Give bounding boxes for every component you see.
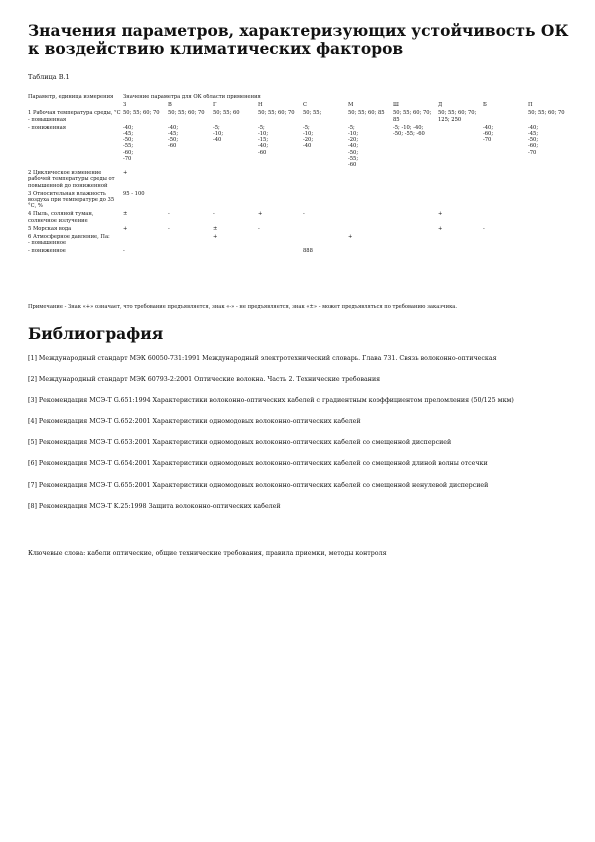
- table-cell: [393, 211, 438, 225]
- table-cell: -5; -10; -40; -50; -55; -60: [393, 124, 425, 138]
- table-cell: -40; -45; -50; -60: [168, 124, 179, 150]
- table-cell: Б: [483, 102, 487, 109]
- table-cell: +: [438, 211, 443, 218]
- bibliography-item: [2] Международный стандарт МЭК 60793-2:2001 Оптические волокна. Часть 2. Технические требования: [28, 376, 381, 384]
- table-cell: -40; -60; -70: [483, 124, 494, 144]
- table-row: [28, 125, 573, 170]
- table-cell: +: [438, 225, 443, 232]
- table-cell: [168, 248, 213, 256]
- table-cell: [348, 226, 393, 234]
- table-cell: Ш: [393, 102, 399, 109]
- table-cell: -5; -10; -20; -40; -50; -55; -60: [348, 124, 359, 169]
- table-row: [28, 248, 573, 256]
- table-cell: [528, 226, 573, 234]
- bibliography-item: [3] Рекомендация МСЭ-Т G.651:1994 Характеристики волоконно-оптических кабелей с градиентным коэффициентом преломления (50/125 мкм): [28, 397, 514, 405]
- keywords: Ключевые слова: кабели оптические, общие технические требования, правила приемки, методы контроля: [28, 550, 387, 557]
- table-cell: [348, 248, 393, 256]
- table-cell: -40; -45; -50; -55; -60; -70: [123, 124, 134, 162]
- table-cell: -: [258, 225, 260, 232]
- table-cell: 50; 55; 60; 70: [168, 110, 205, 117]
- table-cell: -5; -10; -40: [213, 124, 224, 144]
- table-cell: 6 Атмосферное давление, Па: - повышенное: [28, 234, 110, 247]
- table-row: [28, 234, 573, 248]
- table-cell: [258, 234, 303, 248]
- table-cell: [348, 191, 393, 212]
- parameters-table: [28, 94, 573, 257]
- table-cell: ±: [213, 225, 218, 232]
- table-cell: [528, 170, 573, 191]
- table-cell: +: [258, 211, 263, 218]
- table-cell: [393, 248, 438, 256]
- table-cell: 50; 55; 60; 70; 85: [393, 110, 432, 123]
- table-cell: +: [123, 170, 128, 177]
- table-cell: [28, 102, 123, 110]
- table-cell: [123, 234, 168, 248]
- table-cell: [528, 248, 573, 256]
- bibliography-item: [1] Международный стандарт МЭК 60050-731:1991 Международный электротехнический словарь. Глава 731. Связь волоконно-оптическая: [28, 355, 497, 362]
- table-cell: [528, 234, 573, 248]
- section-title: Значения параметров, характеризующих устойчивость ОК к воздействию климатических факторов: [28, 21, 569, 58]
- table-cell: [393, 226, 438, 234]
- table-cell: [303, 234, 348, 248]
- table-cell: [168, 234, 213, 248]
- table-cell: [348, 211, 393, 225]
- table-cell: 888: [303, 248, 313, 255]
- table-cell: [213, 170, 258, 191]
- table-row: [28, 102, 573, 110]
- table-cell: [483, 110, 528, 124]
- table-row: [28, 211, 573, 225]
- table-cell: П: [528, 102, 533, 109]
- table-cell: В: [168, 102, 172, 109]
- table-cell: 50; 55;: [303, 110, 322, 117]
- parameters-table-body: [28, 94, 573, 257]
- table-cell: 50; 55; 60; 85: [348, 110, 385, 117]
- table-cell: [438, 170, 483, 191]
- table-cell: Н: [258, 102, 263, 109]
- table-cell: 50; 55; 60; 70: [123, 110, 160, 117]
- table-cell: -5; -10; -20; -40: [303, 124, 314, 150]
- table-cell: [303, 226, 348, 234]
- table-row: [28, 170, 573, 191]
- table-cell: М: [348, 102, 354, 109]
- table-cell: [393, 170, 438, 191]
- table-cell: [483, 211, 528, 225]
- table-cell: [483, 234, 528, 248]
- table-cell: 50; 55; 60; 70: [258, 110, 295, 117]
- table-caption: Таблица В.1: [28, 73, 70, 81]
- table-cell: [528, 211, 573, 225]
- table-cell: [258, 170, 303, 191]
- table-cell: [168, 170, 213, 191]
- table-cell: [393, 234, 438, 248]
- table-cell: Д: [438, 102, 443, 109]
- table-cell: ±: [123, 211, 128, 218]
- table-cell: [258, 191, 303, 212]
- table-cell: [303, 191, 348, 212]
- table-cell: [483, 248, 528, 256]
- table-cell: -: [168, 225, 170, 232]
- table-cell: 4 Пыль, соляной туман, солнечное излучение: [28, 211, 94, 224]
- table-cell: [303, 170, 348, 191]
- table-cell: [438, 125, 483, 170]
- bibliography-item: [8] Рекомендация МСЭ-Т K.25:1998 Защита волоконно-оптических кабелей: [28, 502, 281, 510]
- table-cell: [213, 191, 258, 212]
- table-cell: 3 Относительная влажность воздуха при температуре до 35 °С, %: [28, 190, 115, 210]
- table-cell: 5 Морская вода: [28, 225, 72, 232]
- table-cell: 50; 55; 60: [213, 110, 240, 117]
- table-cell: -: [303, 211, 305, 218]
- table-cell: - пониженное: [28, 248, 66, 255]
- table-cell: 2 Циклическое изменение рабочей температуры среды от повышенной до пониженной: [28, 170, 115, 189]
- table-cell: -40; -45; -50; -60; -70: [528, 124, 539, 156]
- table-cell: [168, 191, 213, 212]
- table-cell: +: [123, 225, 128, 232]
- table-note: Примечание - Знак «+» означает, что требование предъявляется, знак «-» - не предъявляется, знак «±» - может предъявляться по требованию заказчика.: [28, 304, 458, 310]
- table-cell: -: [168, 211, 170, 218]
- table-cell: [213, 248, 258, 256]
- table-cell: [483, 170, 528, 191]
- table-cell: [483, 191, 528, 212]
- table-cell: [438, 191, 483, 212]
- table-row: [28, 191, 573, 212]
- table-cell: [258, 248, 303, 256]
- table-cell: -: [483, 225, 485, 232]
- table-cell: [528, 191, 573, 212]
- table-cell: 50; 55; 60; 70; 125; 250: [438, 110, 477, 123]
- bibliography-title: Библиография: [28, 324, 164, 343]
- bibliography-item: [4] Рекомендация МСЭ-Т G.652:2001 Характеристики одномодовых волоконно-оптических кабелей: [28, 418, 361, 426]
- table-row: [28, 226, 573, 234]
- table-cell: -5; -10; -15; -40; -60: [258, 124, 269, 156]
- bibliography-item: [5] Рекомендация МСЭ-Т G.653:2001 Характеристики одномодовых волоконно-оптических кабелей со смещенной дисперсией: [28, 439, 452, 447]
- table-cell: [348, 170, 393, 191]
- table-cell: 95 - 100: [123, 190, 145, 197]
- table-cell: - пониженная: [28, 124, 67, 131]
- table-cell: 1 Рабочая температура среды, °С - повышенная: [28, 110, 121, 123]
- table-cell: -: [123, 248, 125, 255]
- table-cell: +: [348, 234, 353, 241]
- table-cell: [438, 234, 483, 248]
- table-cell: -: [213, 211, 215, 218]
- bibliography-list: [28, 355, 573, 524]
- table-cell: Г: [213, 102, 217, 109]
- table-cell: С: [303, 102, 307, 109]
- table-row: [28, 110, 573, 124]
- table-row: [28, 94, 573, 102]
- table-cell: [438, 248, 483, 256]
- table-cell: Значение параметра для ОК области применения: [123, 94, 261, 100]
- bibliography-item: [6] Рекомендация МСЭ-Т G.654:2001 Характеристики одномодовых волоконно-оптических кабелей со смещенной длиной волны отсечки: [28, 460, 488, 468]
- table-cell: +: [213, 234, 218, 241]
- table-cell: 50; 55; 60; 70: [528, 110, 565, 117]
- table-cell: З: [123, 102, 127, 109]
- bibliography-item: [7] Рекомендация МСЭ-Т G.655:2001 Характеристики одномодовых волоконно-оптических кабелей со смещенной ненулевой дисперсией: [28, 481, 489, 489]
- table-cell: Параметр, единица измерения: [28, 94, 114, 100]
- table-cell: [393, 191, 438, 212]
